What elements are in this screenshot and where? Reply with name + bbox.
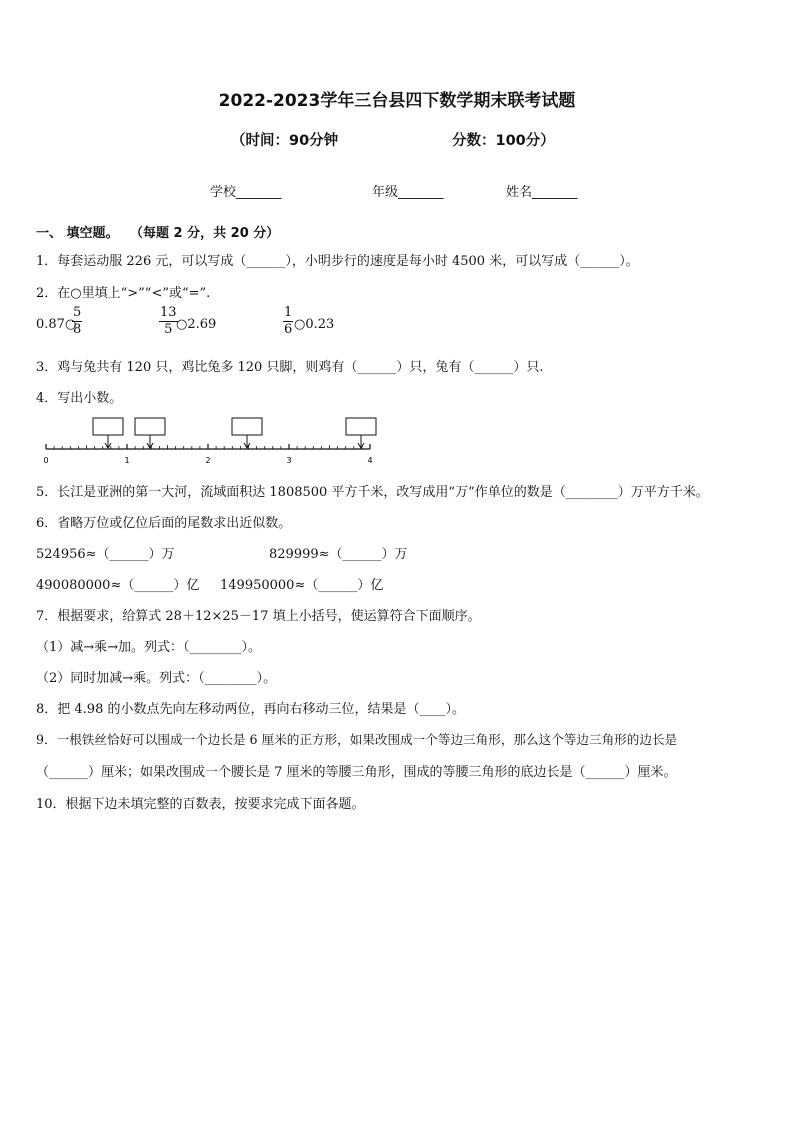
tick-label-0: 0 [43, 456, 49, 465]
question-9-line-1: 9．一根铁丝恰好可以围成一个边长是 6 厘米的正方形，如果改围成一个等边三角形，那么这个等边三角形的边长是 [36, 732, 678, 747]
q7-part-2: （2）同时加减→乘。列式：（________）。 [36, 671, 277, 686]
q2-fraction-c [283, 305, 293, 338]
question-10: 10．根据下边未填完整的百数表，按要求完成下面各题。 [36, 797, 365, 812]
time-label: （时间：90分钟 [231, 133, 339, 149]
question-9-line-2: （______）厘米；如果改围成一个腰长是 7 厘米的等腰三角形，围成的等腰三角形的底边长是（______）厘米。 [36, 765, 677, 780]
answer-box-4 [346, 418, 376, 448]
q2-b-suffix: ○2.69 [176, 317, 217, 332]
tick-label-4: 4 [367, 456, 373, 465]
tick-label-3: 3 [286, 456, 292, 465]
q2-a-prefix: 0.87○ [36, 317, 77, 332]
answer-box-3 [232, 418, 262, 448]
score-label: 分数：100分） [452, 133, 555, 149]
tick-label-2: 2 [205, 456, 211, 465]
question-5: 5．长江是亚洲的第一大河，流域面积达 1808500 平方千米，改写成用“万”作单位的数是（________）万平方千米。 [36, 485, 709, 500]
q2-fraction-b-denominator: 5 [164, 322, 173, 337]
section-heading [36, 222, 279, 241]
grade-field: 年级_______ [372, 185, 444, 200]
q2-fraction-c-numerator: 1 [284, 305, 293, 320]
question-8: 8．把 4.98 的小数点先向左移动两位，再向右移动三位，结果是（____）。 [36, 702, 465, 717]
number-line-ticks [46, 444, 370, 449]
q2-fraction-a-denominator: 8 [73, 322, 82, 337]
name-field: 姓名_______ [506, 185, 578, 200]
q2-fraction-b-numerator: 13 [160, 305, 177, 320]
tick-label-1: 1 [124, 456, 130, 465]
question-3: 3．鸡与兔共有 120 只，鸡比兔多 120 只脚，则鸡有（______）只，兔有（______）只. [36, 360, 544, 375]
question-6: 6．省略万位或亿位后面的尾数求出近似数。 [36, 516, 292, 531]
q2-fraction-a [72, 305, 82, 338]
page-title: 2022-2023学年三台县四下数学期末联考试题 [218, 91, 576, 111]
section-title: 一、 填空题。 [36, 226, 119, 241]
q2-c-suffix: ○0.23 [294, 317, 335, 332]
q6-a: 524956≈（______）万 [36, 547, 175, 562]
number-line-figure [36, 412, 386, 468]
q2-fraction-c-denominator: 6 [284, 322, 293, 337]
question-4: 4．写出小数。 [36, 391, 123, 406]
q6-d: 149950000≈（______）亿 [220, 578, 384, 593]
q2-fraction-a-numerator: 5 [73, 305, 82, 320]
answer-box-2 [135, 418, 165, 448]
question-1: 1．每套运动服 226 元，可以写成（______），小明步行的速度是每小时 4500 米，可以写成（______）。 [36, 254, 639, 269]
section-points: （每题 2 分，共 20 分） [136, 226, 280, 241]
q6-b: 829999≈（______）万 [269, 547, 408, 562]
q6-c: 490080000≈（______）亿 [36, 578, 200, 593]
school-field: 学校_______ [210, 185, 282, 200]
q2-fraction-b [159, 305, 178, 338]
question-7: 7．根据要求，给算式 28＋12×25－17 填上小括号，使运算符合下面顺序。 [36, 609, 481, 624]
q7-part-1: （1）减→乘→加。列式：（________）。 [36, 640, 262, 655]
question-2: 2．在○里填上“>”“<”或“=”. [36, 286, 211, 301]
answer-box-1 [93, 418, 123, 448]
